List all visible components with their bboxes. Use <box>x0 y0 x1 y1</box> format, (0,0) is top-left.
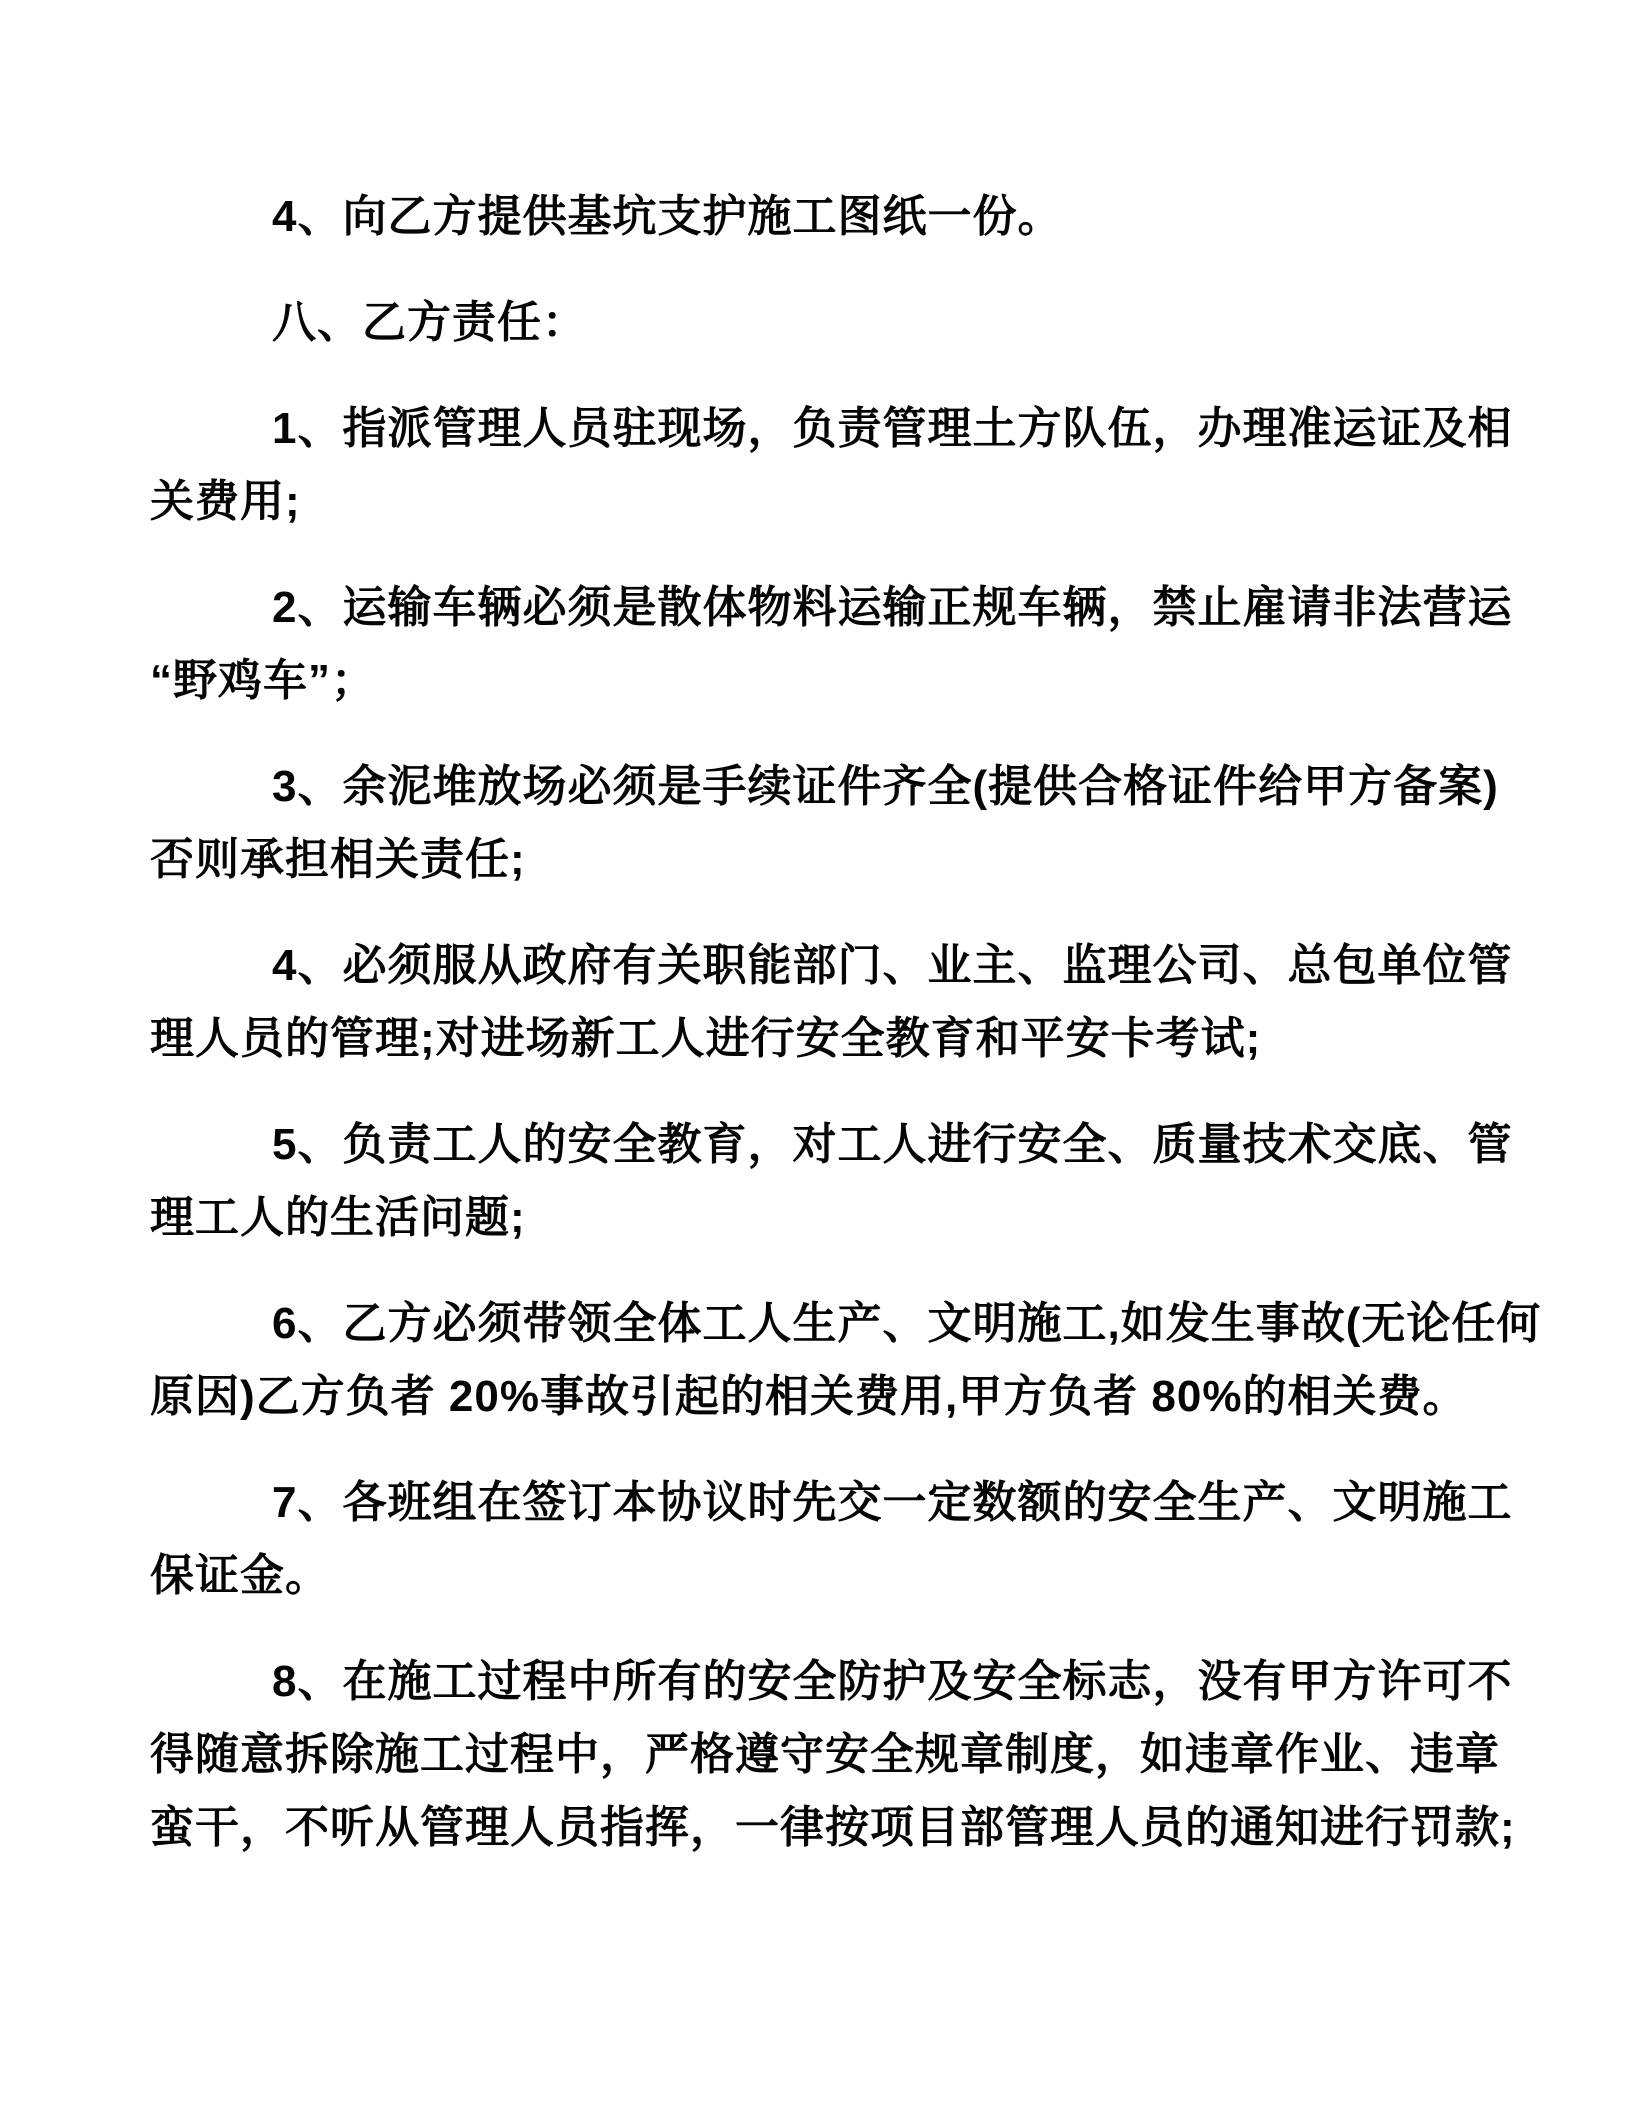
text-line: 理人员的管理;对进场新工人进行安全教育和平安卡考试; <box>150 1014 1262 1063</box>
text-line: 1、指派管理人员驻现场，负责管理土方队伍，办理准运证及相 <box>272 404 1513 453</box>
text-line: 8、在施工过程中所有的安全防护及安全标志，没有甲方许可不 <box>272 1657 1513 1706</box>
text-line: 5、负责工人的安全教育，对工人进行安全、质量技术交底、管 <box>272 1120 1513 1169</box>
text-line: 6、乙方必须带领全体工人生产、文明施工,如发生事故(无论任何 <box>272 1299 1542 1348</box>
text-line: 蛮干，不听从管理人员指挥，一律按项目部管理人员的通知进行罚款; <box>150 1803 1516 1852</box>
text-line: 八、乙方责任： <box>272 298 587 347</box>
text-line: 4、必须服从政府有关职能部门、业主、监理公司、总包单位管 <box>272 941 1513 990</box>
text-line: 得随意拆除施工过程中，严格遵守安全规章制度，如违章作业、违章 <box>150 1730 1500 1779</box>
text-line: 原因)乙方负者 20%事故引起的相关费用,甲方负者 80%的相关费。 <box>150 1372 1468 1421</box>
text-line: 3、余泥堆放场必须是手续证件齐全(提供合格证件给甲方备案) <box>272 762 1499 811</box>
paragraph-item-2-transport-vehicles <box>150 571 1513 717</box>
paragraph-item-3-mud-dump-site <box>150 750 1499 896</box>
text-line: 保证金。 <box>150 1551 330 1600</box>
text-line: 否则承担相关责任; <box>150 835 526 884</box>
text-line: 理工人的生活问题; <box>150 1193 526 1242</box>
paragraph-item-6-accident-liability <box>150 1287 1542 1433</box>
text-line: 7、各班组在签订本协议时先交一定数额的安全生产、文明施工 <box>272 1478 1513 1527</box>
text-line: 2、运输车辆必须是散体物料运输正规车辆，禁止雇请非法营运 <box>272 583 1513 632</box>
text-line: 关费用; <box>150 477 301 526</box>
paragraph-item-7-deposit <box>150 1466 1513 1612</box>
paragraph-item-1-assign-managers <box>150 392 1513 538</box>
paragraph-item-4-obey-management <box>150 929 1513 1075</box>
paragraph-item-5-safety-education <box>150 1108 1513 1254</box>
text-line: 4、向乙方提供基坑支护施工图纸一份。 <box>272 192 1063 241</box>
paragraph-item-4-provide-drawings <box>150 180 1484 253</box>
paragraph-heading-party-b-responsibilities <box>150 286 1484 359</box>
paragraph-item-8-safety-rules-fines <box>150 1645 1516 1864</box>
text-line: “野鸡车”； <box>150 656 376 705</box>
